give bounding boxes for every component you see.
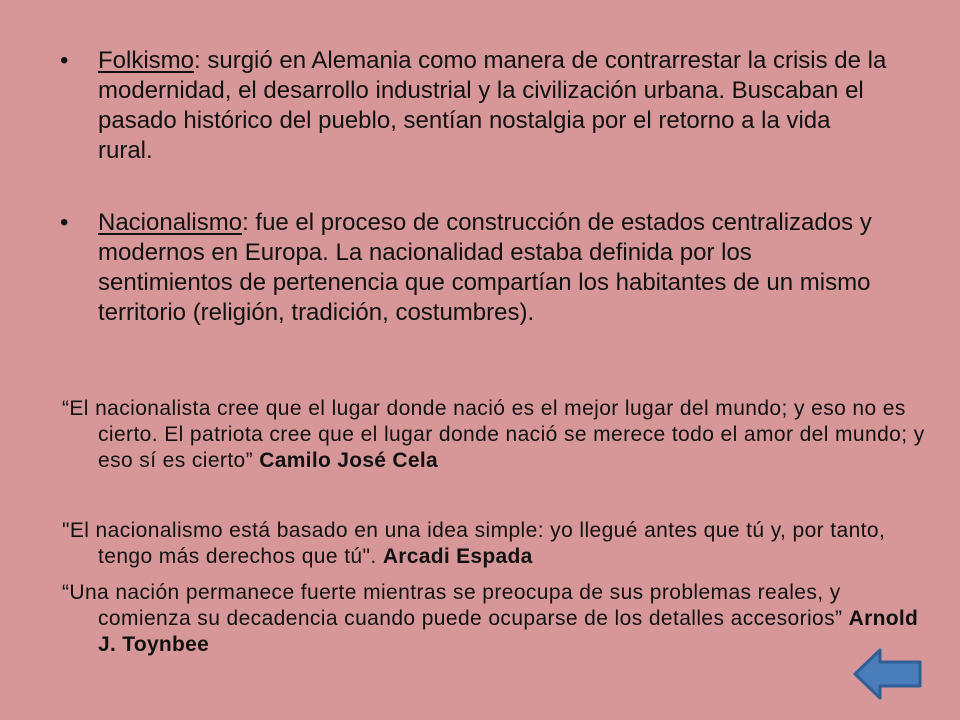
bullet-nacionalismo [60,208,890,328]
term-nacionalismo: Nacionalismo [98,209,243,236]
bullet-marker: • [60,47,69,74]
definition-nacionalismo: : fue el proceso de construcción de estados centralizados y modernos en Europa. La nacionalidad estaba definida por los sentimientos de pertenencia que compartían los habitantes de un mismo territorio (religión, tradición, costumbres). [98,209,872,326]
quote-text: “El nacionalista cree que el lugar donde nació es el mejor lugar del mundo; y eso no es cierto. El patriota cree que el lugar donde nació se merece todo el amor del mundo; y eso sí es cierto” [62,397,925,472]
quote-text: "El nacionalismo está basado en una idea simple: yo llegué antes que tú y, por tanto, tengo más derechos que tú". [62,519,886,568]
definition-folkismo: : surgió en Alemania como manera de contrarrestar la crisis de la modernidad, el desarrollo industrial y la civilización urbana. Buscaban el pasado histórico del pueblo, sentían nostalgia por el retorno a la vida rural. [98,47,887,164]
quote-author: Arcadi Espada [382,545,533,568]
quote-author: Camilo José Cela [259,449,438,472]
bullet-text [98,208,890,328]
bullet-text [98,46,890,166]
back-button[interactable] [852,646,924,702]
bullet-folkismo [60,46,890,166]
quote-author: Arnold J. Toynbee [98,607,919,656]
back-arrow-icon [852,646,924,702]
quote-espada [62,518,928,570]
bullet-marker: • [60,209,69,236]
term-folkismo: Folkismo [98,47,195,74]
quote-cela [62,396,928,474]
quote-text: “Una nación permanece fuerte mientras se preocupa de sus problemas reales, y comienza su decadencia cuando puede ocuparse de los detalles accesorios” [62,581,849,630]
quote-toynbee [62,580,928,658]
